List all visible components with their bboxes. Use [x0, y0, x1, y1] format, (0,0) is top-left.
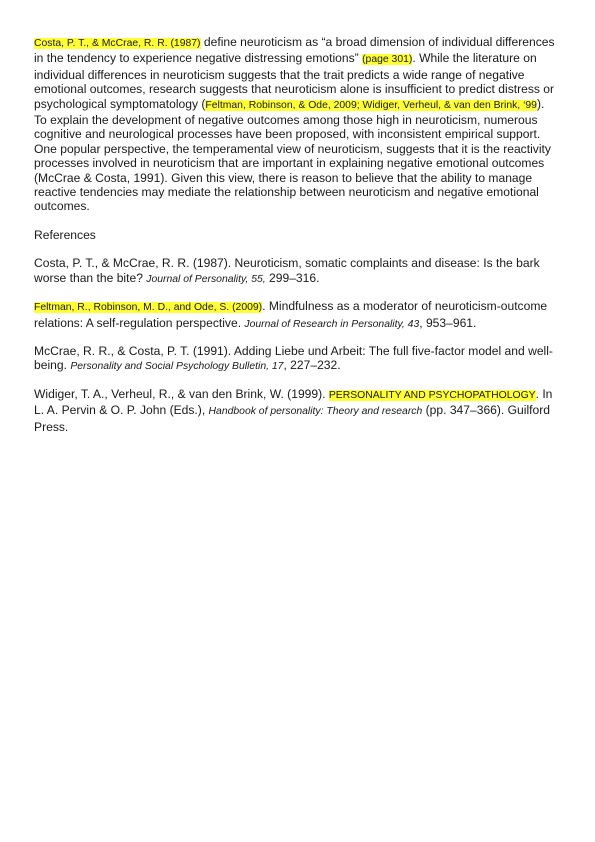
- paragraph-text: ). To explain the development of negative outcomes among those high in neuroticism, numerous cognitive and neurological processes have been proposed, with inconsistent empirical support. One popular perspective, the temperamental view of neuroticism, suggests that it is the reactivity processes involved in neuroticism that are important in explaining negative emotional outcomes (McCrae & Costa, 1991). Given this view, there is reason to believe that the ability to manage reactive tendencies may mediate the relationship between neuroticism and negative emotional outcomes.: [34, 96, 551, 214]
- citation-highlight: (page 301): [362, 54, 413, 66]
- citation-highlight: PERSONALITY AND PSYCHOPATHOLOGY: [328, 389, 536, 401]
- reference-text: , 227–232.: [283, 358, 341, 373]
- reference-text: . Mindfulness as a moderator of neuroticism-outcome relations: A self-regulation perspective.: [34, 299, 548, 330]
- reference-journal: Journal of Research in Personality, 43: [244, 318, 420, 330]
- paragraph-text: . While the literature on individual differences in neuroticism suggests that the trait predicts a wide range of negative emotional outcomes, research suggests that neuroticism alone is insufficient to predict distress or psychological symptomatology (: [34, 51, 555, 111]
- reference-journal: Personality and Social Psychology Bulletin, 17: [70, 361, 284, 373]
- reference-entry: [34, 256, 560, 287]
- citation-highlight: Costa, P. T., & McCrae, R. R. (1987): [34, 38, 201, 49]
- reference-text: . In L. A. Pervin & O. P. John (Eds.),: [34, 386, 553, 418]
- reference-entry: [34, 344, 560, 375]
- reference-text: Costa, P. T., & McCrae, R. R. (1987). Neuroticism, somatic complaints and disease: Is the bark worse than the bite?: [34, 256, 540, 285]
- references-heading: References: [34, 227, 96, 242]
- reference-text: 299–316.: [265, 270, 320, 285]
- body-paragraph: [34, 35, 560, 214]
- reference-text: (pp. 347–366). Guilford Press.: [34, 403, 550, 434]
- citation-highlight: Feltman, Robinson, & Ode, 2009; Widiger, Verheul, & van den Brink, ‘99: [205, 99, 537, 111]
- reference-text: McCrae, R. R., & Costa, P. T. (1991). Adding Liebe und Arbeit: The full five-factor model and well-being.: [34, 343, 553, 373]
- reference-text: , 953–961.: [419, 315, 477, 330]
- reference-entry: [34, 299, 560, 332]
- reference-journal: Journal of Personality, 55,: [146, 273, 266, 285]
- paragraph-text: define neuroticism as “a broad dimension of individual differences in the tendency to experience negative distressing emotions”: [34, 35, 555, 66]
- document-page: [34, 35, 560, 434]
- citation-highlight: Feltman, R., Robinson, M. D., and Ode, S. (2009): [34, 302, 263, 314]
- reference-text: Widiger, T. A., Verheul, R., & van den Brink, W. (1999).: [34, 386, 329, 401]
- reference-journal: Handbook of personality: Theory and research: [208, 406, 423, 418]
- reference-entry: [34, 387, 560, 434]
